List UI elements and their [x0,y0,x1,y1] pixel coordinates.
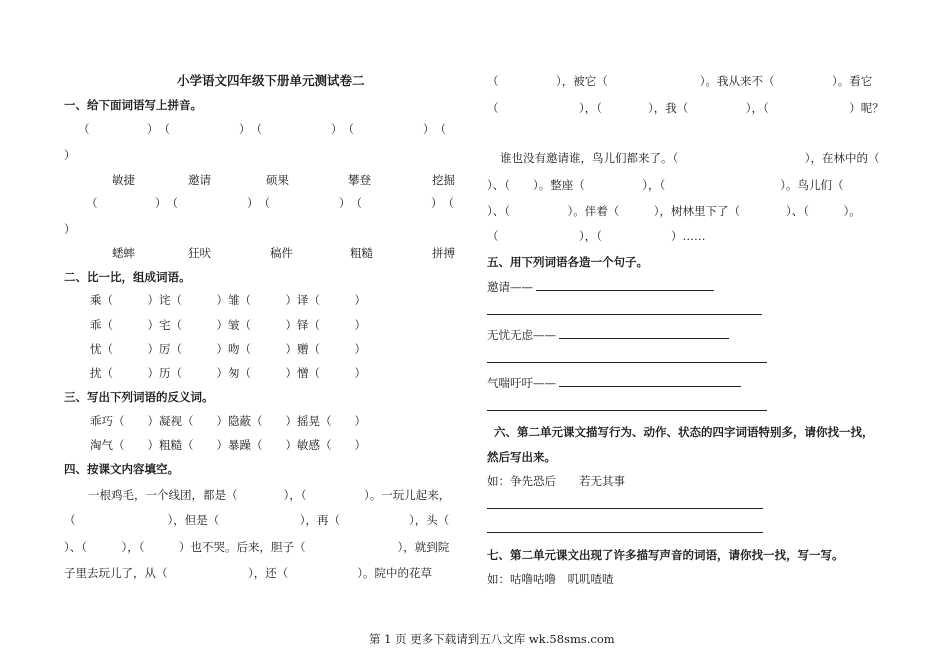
fill-line: 一根鸡毛，一个线团，都是（ ），（ ）。一玩儿起来， [88,488,451,502]
answer-line[interactable] [487,362,767,363]
answer-line[interactable] [487,410,767,411]
section-3-heading: 三、写出下列词语的反义词。 [64,390,214,404]
antonym-row: 乖巧（ ）凝视（ ）隐蔽（ ）摇晃（ ） [90,414,366,428]
sentence-item-label: 无忧无虑—— [487,328,556,342]
compare-row: 忧（ ）厉（ ）吻（ ）赠（ ） [90,342,366,356]
pinyin-blanks-wrap-1: ） [64,148,76,162]
fill-line: （ ），被它（ ）。我从来不（ ）。看它 [487,74,873,88]
pinyin-blanks-row-1: （ ） （ ） （ ） （ ） （ [78,122,446,136]
compare-row: 乘（ ）诧（ ）雏（ ）译（ ） [90,293,366,307]
antonym-row: 淘气（ ）粗糙（ ）暴躁（ ）敏感（ ） [90,438,366,452]
sentence-item-label: 邀请—— [487,280,533,294]
word-item: 邀请 [188,173,211,187]
word-item: 拼搏 [432,246,455,260]
fill-line: 子里去玩儿了，从（ ），还（ ）。院中的花草 [64,566,432,580]
answer-line[interactable] [487,508,763,509]
fill-line: （ ），（ ）…… [487,229,706,243]
word-item: 硕果 [266,173,289,187]
fill-line: ）、（ ）。伴着（ ），树林里下了（ ）、（ ）。 [487,204,861,218]
word-item: 攀登 [348,173,371,187]
section-7-heading: 七、第二单元课文出现了许多描写声音的词语，请你找一找，写一写。 [487,548,844,562]
word-item: 稿件 [270,246,293,260]
fill-line: （ ），但是（ ），再（ ），头（ [64,513,450,527]
fill-line: ）、（ ），（ ）也不哭。后来，胆子（ ），就到院 [64,540,450,554]
word-item: 挖掘 [432,173,455,187]
pinyin-blanks-row-2: （ ） （ ） （ ） （ ） （ [86,196,454,210]
fill-line: 谁也没有邀请谁，鸟儿们都来了。（ ），在林中的（ [500,151,880,165]
page-footer: 第 1 页 更多下载请到五八文库 wk.58sms.com [369,632,615,646]
fill-line: ）、（ ）。整座（ ），（ ）。鸟儿们（ [487,178,844,192]
answer-line[interactable] [536,290,714,291]
word-item: 蟋蟀 [112,246,135,260]
word-item: 粗糙 [350,246,373,260]
section-4-heading: 四、按课文内容填空。 [64,462,179,476]
compare-row: 扰（ ）历（ ）匆（ ）憎（ ） [90,366,366,380]
word-item: 敏捷 [112,173,135,187]
section-6-heading-cont: 然后写出来。 [487,450,556,464]
section-2-heading: 二、比一比，组成词语。 [64,270,191,284]
word-item: 狂吠 [188,246,211,260]
answer-line[interactable] [487,532,763,533]
section-5-heading: 五、用下列词语各造一个句子。 [487,255,648,269]
section-1-heading: 一、给下面词语写上拼音。 [64,98,202,112]
section-6-heading: 六、第二单元课文描写行为、动作、状态的四字词语特别多，请你找一找， [494,425,874,439]
fill-line: （ ），（ ），我（ ），（ ）呢？ [487,101,884,115]
compare-row: 乖（ ）宅（ ）皱（ ）铎（ ） [90,318,366,332]
answer-line[interactable] [487,314,762,315]
page-title: 小学语文四年级下册单元测试卷二 [177,73,365,88]
sentence-item-label: 气喘吁吁—— [487,376,556,390]
example-text: 如：争先恐后 若无其事 [487,474,625,488]
answer-line[interactable] [559,386,741,387]
answer-line[interactable] [559,338,729,339]
pinyin-blanks-wrap-2: ） [64,222,76,236]
example-text: 如：咕噜咕噜 叽叽喳喳 [487,572,614,586]
